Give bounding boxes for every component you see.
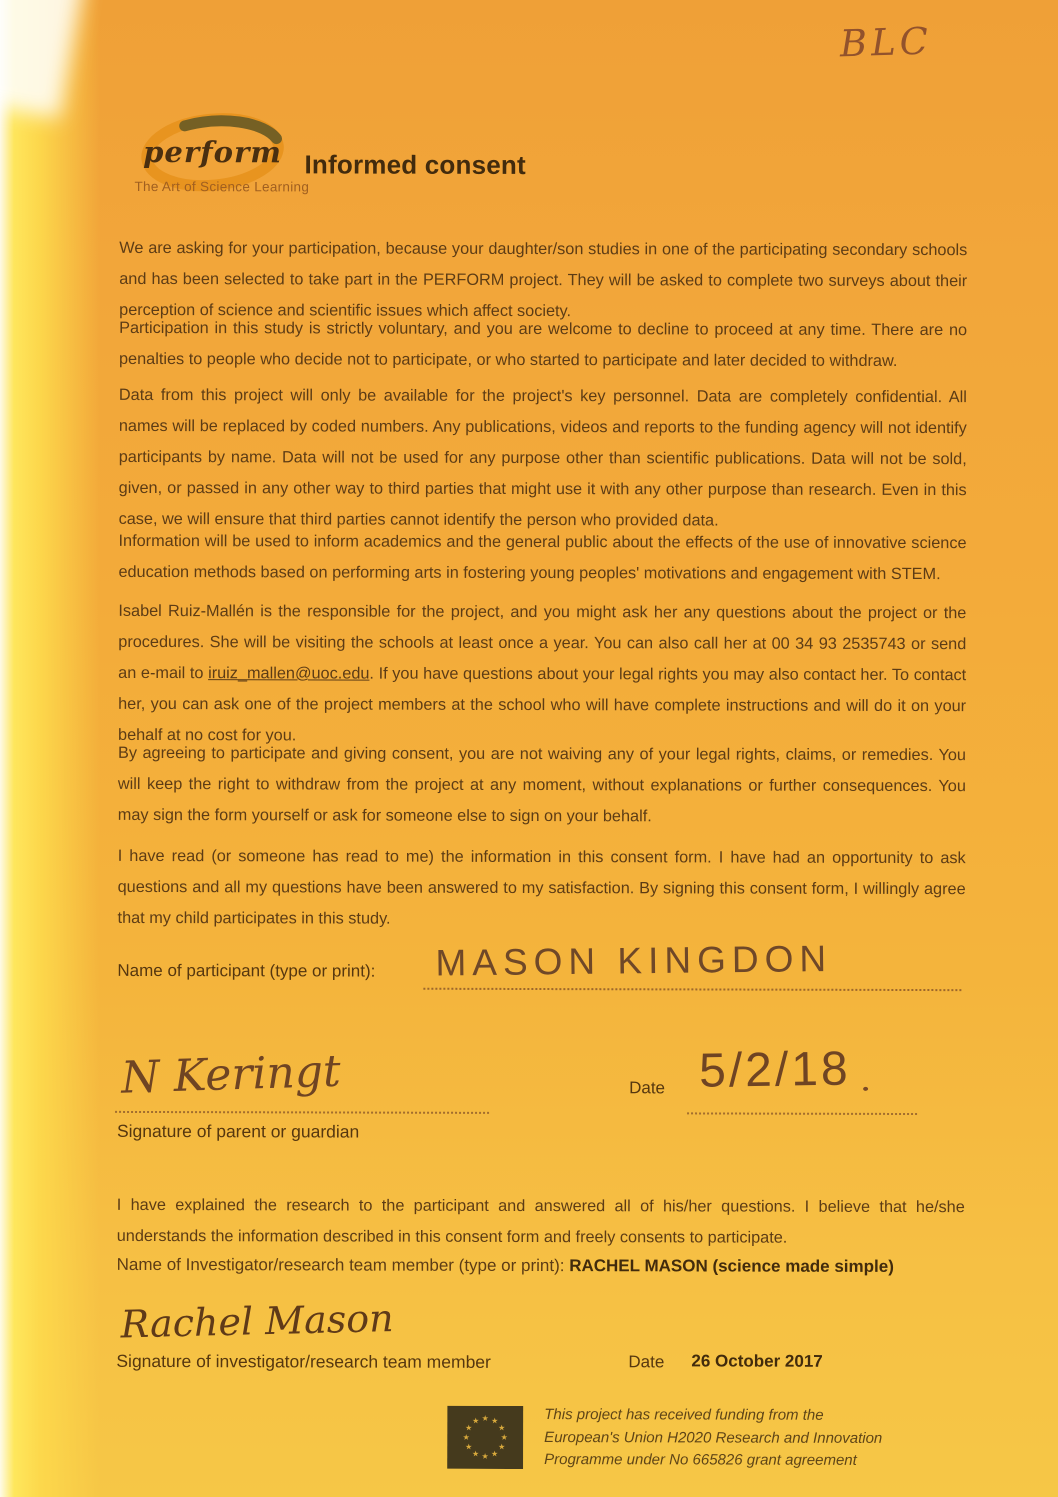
- svg-text:★: ★: [472, 1449, 480, 1459]
- investigator-name-row: [117, 1255, 965, 1277]
- svg-text:★: ★: [481, 1451, 489, 1461]
- paragraph-confidentiality: Data from this project will only be available for the project's key personnel. Data are completely confidential. All names will be replaced by coded numbers. Any publications, videos and reports to the funding agency will not identify participants by name. Data will not be used for any purpose other than scientific publications. Data will not be sold, given, or passed in any other way to third parties that might use it with any other purpose than research. Even in this case, we will ensure that third parties cannot identify the person who provided data.: [118, 385, 967, 530]
- paragraph-consent-statement: I have read (or someone has read to me) the information in this consent form. I have had an opportunity to ask questions and all my questions have been answered to my satisfaction. By signing this consent form, I willingly agree that my child participates in this study.: [117, 846, 966, 928]
- participant-name-field: [423, 938, 961, 991]
- stray-pen-dot: [863, 1087, 868, 1091]
- svg-text:★: ★: [498, 1442, 506, 1452]
- funding-line-1: This project has received funding from the: [544, 1406, 824, 1424]
- investigator-date-value: 26 October 2017: [691, 1351, 823, 1371]
- funding-line-3: Programme under No 665826 grant agreement: [544, 1451, 857, 1469]
- page-title: Informed consent: [304, 149, 526, 180]
- funding-statement: [544, 1404, 964, 1473]
- funding-line-2: European's Union H2020 Research and Innovation: [544, 1428, 883, 1447]
- investigator-name-value: RACHEL MASON (science made simple): [569, 1256, 894, 1276]
- parent-signature-label: Signature of parent or guardian: [116, 1120, 360, 1142]
- svg-text:★: ★: [498, 1423, 506, 1433]
- svg-text:★: ★: [500, 1432, 508, 1442]
- parent-date-label: Date: [629, 1078, 666, 1098]
- svg-text:★: ★: [491, 1416, 499, 1426]
- paragraph-contact: [118, 596, 966, 753]
- handwritten-parent-signature: N Keringt: [120, 1045, 342, 1104]
- paragraph-voluntary: Participation in this study is strictly voluntary, and you are welcome to decline to proceed at any time. There are no penalties to people who decide not to participate, or who started to participate and later decided to withdraw.: [118, 318, 968, 370]
- handwritten-participant-name: MASON KINGDON: [435, 938, 833, 984]
- contact-text-after: . If you have questions about your legal rights you may also contact her. To contact her, you can ask one of the project members at the school who will have complete instructions and will do it on your behalf at no cost for you.: [118, 664, 967, 745]
- logo-tagline: The Art of Science Learning: [134, 178, 310, 195]
- paragraph-investigator-statement: I have explained the research to the participant and answered all of his/her questions. I believe that he/she understands the information described in this consent form and freely consents to participate.: [116, 1195, 965, 1247]
- investigator-date-label: Date: [628, 1352, 665, 1372]
- svg-text:perform: perform: [143, 134, 283, 170]
- handwritten-parent-date: 5/2/18: [698, 1042, 851, 1098]
- contact-email: iruiz_mallen@uoc.edu: [208, 664, 370, 683]
- svg-text:★: ★: [472, 1416, 480, 1426]
- investigator-name-label: Name of Investigator/research team member (type or print):: [116, 1254, 570, 1276]
- parent-date-field: [687, 1042, 917, 1115]
- svg-text:★: ★: [462, 1432, 470, 1442]
- handwritten-corner-note: BLC: [839, 19, 933, 66]
- eu-flag-icon: [447, 1406, 523, 1469]
- svg-text:★: ★: [481, 1413, 489, 1423]
- svg-text:★: ★: [465, 1423, 473, 1433]
- svg-text:★: ★: [465, 1442, 473, 1452]
- paragraph-intro: We are asking for your participation, because your daughter/son studies in one of the participating secondary schools and has been selected to take part in the PERFORM project. They will be asked to complete two surveys about their perception of science and scientific issues which affect society.: [119, 238, 968, 321]
- participant-name-label: Name of participant (type or print):: [117, 960, 376, 981]
- parent-signature-field: [115, 1045, 489, 1114]
- paragraph-rights: By agreeing to participate and giving consent, you are not waiving any of your legal rights, claims, or remedies. You will keep the right to withdraw from the project at any moment, without explanations or further consequences. You may sign the form yourself or ask for someone else to sign on your behalf.: [117, 743, 967, 826]
- investigator-signature-label: Signature of investigator/research team member: [116, 1350, 491, 1372]
- paragraph-information-use: Information will be used to inform academics and the general public about the effects of the use of innovative science education methods based on performing arts in fostering young peoples' motivations and engagement with STEM.: [118, 531, 967, 584]
- svg-text:★: ★: [491, 1449, 499, 1459]
- handwritten-investigator-signature: Rachel Mason: [120, 1296, 395, 1347]
- contact-text-before: Isabel Ruiz-Mallén is the responsible for the project, and you might ask her any questions about the project or the procedures. She will be visiting the schools at least once a year. You can also call her at 00 34 93 2535743 or send an e-mail to: [118, 601, 967, 683]
